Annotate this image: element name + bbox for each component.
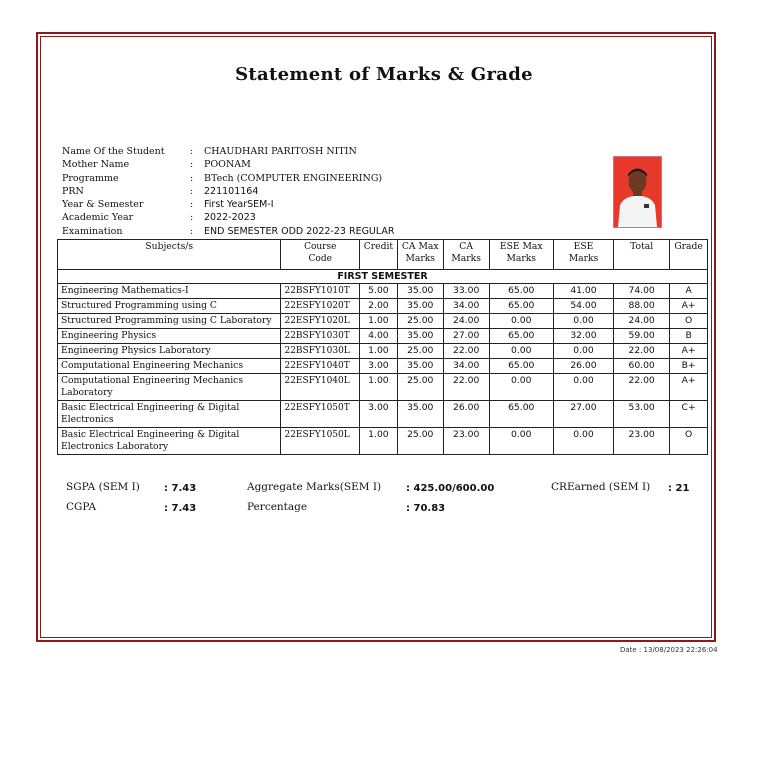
code-cell: 22BSFY1030T (281, 329, 360, 344)
credit-cell: 4.00 (360, 329, 398, 344)
grade-cell: O (670, 314, 708, 329)
header-code-l2: Code (308, 254, 332, 264)
total-cell: 53.00 (614, 401, 670, 428)
table-row (58, 299, 708, 314)
ese-cell: 0.00 (553, 314, 613, 329)
prn: 221101164 (204, 185, 259, 197)
ca-cell: 34.00 (443, 359, 489, 374)
grade-cell: B (670, 329, 708, 344)
info-colon: : (190, 212, 194, 224)
info-label: Academic Year (62, 212, 134, 224)
header-ca-max (397, 240, 443, 270)
subject-cell: Structured Programming using C Laboratory (58, 314, 281, 329)
header-ca-l2: Marks (451, 253, 481, 264)
percentage-label: Percentage (247, 501, 308, 513)
info-colon: : (190, 199, 194, 211)
header-ca (443, 240, 489, 270)
ese-max-cell: 0.00 (489, 344, 553, 359)
sgpa-label: SGPA (SEM I) (66, 481, 140, 493)
cgpa-value (164, 502, 196, 514)
academic-year: 2022-2023 (204, 212, 256, 224)
subject-cell: Basic Electrical Engineering & Digital Electronics (58, 401, 281, 428)
code-cell: 22BSFY1010T (281, 284, 360, 299)
page-title: Statement of Marks & Grade (235, 64, 533, 85)
cgpa-value-text: : 7.43 (164, 503, 197, 514)
code-cell: 22ESFY1020L (281, 314, 360, 329)
marks-table (57, 239, 708, 455)
header-credit-label: Credit (363, 241, 394, 252)
grade-cell: C+ (670, 401, 708, 428)
subject-cell: Computational Engineering Mechanics Laboratory (58, 374, 281, 401)
info-colon: : (190, 159, 194, 171)
ca-max-cell: 25.00 (397, 314, 443, 329)
sgpa-value (164, 482, 196, 494)
info-row-mother (62, 158, 482, 171)
info-colon: : (190, 146, 194, 157)
total-cell: 23.00 (614, 428, 670, 455)
info-label: PRN (62, 185, 84, 197)
total-cell: 60.00 (614, 359, 670, 374)
ese-cell: 0.00 (553, 374, 613, 401)
ca-max-cell: 35.00 (397, 359, 443, 374)
header-subject-label: Subjects/s (145, 241, 194, 252)
header-total (614, 240, 670, 270)
code-cell: 22ESFY1050L (281, 428, 360, 455)
header-credit (360, 240, 398, 270)
grade-cell: O (670, 428, 708, 455)
ca-cell: 33.00 (443, 284, 489, 299)
aggregate-label: Aggregate Marks(SEM I) (247, 481, 382, 493)
table-row (58, 374, 708, 401)
code-cell: 22ESFY1040T (281, 359, 360, 374)
header-code (281, 240, 360, 270)
ese-max-cell: 0.00 (489, 374, 553, 401)
ca-max-cell: 25.00 (397, 428, 443, 455)
ese-max-cell: 0.00 (489, 428, 553, 455)
header-ese-max-l1: ESE Max (499, 241, 543, 252)
info-colon: : (190, 172, 194, 184)
table-row (58, 428, 708, 455)
ca-cell: 26.00 (443, 401, 489, 428)
credit-cell: 1.00 (360, 344, 398, 359)
crearned-label: CREarned (SEM I) (551, 481, 651, 493)
code-cell: 22ESFY1050T (281, 401, 360, 428)
semester-row (58, 270, 708, 284)
ese-max-cell: 65.00 (489, 284, 553, 299)
grade-cell: A+ (670, 344, 708, 359)
ese-max-cell: 0.00 (489, 314, 553, 329)
header-grade (670, 240, 708, 270)
info-label: Programme (62, 172, 119, 184)
total-cell: 88.00 (614, 299, 670, 314)
ca-cell: 22.00 (443, 374, 489, 401)
header-ca-max-l1: CA Max (401, 241, 439, 252)
crearned-value (668, 482, 689, 494)
header-total-label: Total (630, 241, 654, 252)
ca-cell: 34.00 (443, 299, 489, 314)
info-label: Year & Semester (62, 199, 144, 211)
header-ese-l2: Marks (568, 253, 599, 264)
credit-cell: 1.00 (360, 374, 398, 401)
credit-cell: 1.00 (360, 428, 398, 455)
aggregate-value-text: : 425.00/600.00 (406, 483, 495, 494)
subject-cell: Computational Engineering Mechanics (58, 359, 281, 374)
credit-cell: 2.00 (360, 299, 398, 314)
percentage-value (406, 502, 445, 514)
date-stamp: Date : 13/08/2023 22:26:04 (620, 646, 718, 654)
subject-cell: Engineering Mathematics-I (58, 284, 281, 299)
header-grade-label: Grade (674, 241, 703, 252)
ca-cell: 27.00 (443, 329, 489, 344)
header-ese-max (489, 240, 553, 270)
info-row-prn (62, 185, 482, 198)
ese-max-cell: 65.00 (489, 299, 553, 314)
ese-max-cell: 65.00 (489, 329, 553, 344)
table-row (58, 314, 708, 329)
sgpa-value-text: : 7.43 (164, 483, 197, 494)
info-row-examination (62, 225, 482, 238)
ese-max-cell: 65.00 (489, 401, 553, 428)
percentage-value-text: : 70.83 (406, 503, 446, 514)
header-ese-max-l2: Marks (506, 253, 537, 264)
ca-max-cell: 35.00 (397, 401, 443, 428)
table-row (58, 401, 708, 428)
info-row-academic-year (62, 211, 482, 224)
table-row (58, 344, 708, 359)
info-colon: : (190, 185, 194, 197)
header-subject (58, 240, 281, 270)
total-cell: 74.00 (614, 284, 670, 299)
credit-cell: 3.00 (360, 359, 398, 374)
table-header-row (58, 240, 708, 270)
info-label: Examination (62, 225, 123, 237)
ca-cell: 23.00 (443, 428, 489, 455)
year-semester: First YearSEM-I (204, 199, 274, 211)
table-row (58, 284, 708, 299)
code-cell: 22ESFY1020T (281, 299, 360, 314)
info-row-name (62, 145, 482, 158)
grade-cell: B+ (670, 359, 708, 374)
info-row-year-semester (62, 198, 482, 211)
info-label: Name Of the Student (62, 146, 165, 157)
crearned-value-text: : 21 (668, 483, 690, 494)
total-cell: 22.00 (614, 344, 670, 359)
table-row (58, 359, 708, 374)
ese-cell: 0.00 (553, 428, 613, 455)
student-photo (613, 156, 662, 228)
credit-cell: 3.00 (360, 401, 398, 428)
credit-cell: 1.00 (360, 314, 398, 329)
student-info (62, 145, 482, 238)
info-colon: : (190, 225, 194, 237)
total-cell: 59.00 (614, 329, 670, 344)
subject-cell: Basic Electrical Engineering & Digital Electronics Laboratory (58, 428, 281, 455)
total-cell: 22.00 (614, 374, 670, 401)
ca-max-cell: 35.00 (397, 299, 443, 314)
grade-cell: A+ (670, 299, 708, 314)
ese-cell: 26.00 (553, 359, 613, 374)
ca-cell: 24.00 (443, 314, 489, 329)
subject-cell: Engineering Physics (58, 329, 281, 344)
programme: BTech (COMPUTER ENGINEERING) (204, 172, 383, 184)
ese-max-cell: 65.00 (489, 359, 553, 374)
subject-cell: Structured Programming using C (58, 299, 281, 314)
ca-max-cell: 25.00 (397, 344, 443, 359)
code-cell: 22BSFY1030L (281, 344, 360, 359)
mother-name: POONAM (204, 159, 251, 171)
ese-cell: 0.00 (553, 344, 613, 359)
header-ese (553, 240, 613, 270)
ca-max-cell: 35.00 (397, 284, 443, 299)
total-cell: 24.00 (614, 314, 670, 329)
examination: END SEMESTER ODD 2022-23 REGULAR (204, 225, 395, 237)
grade-cell: A+ (670, 374, 708, 401)
ca-max-cell: 35.00 (397, 329, 443, 344)
header-ca-l1: CA (459, 241, 473, 252)
semester-label: FIRST SEMESTER (58, 270, 708, 284)
header-ca-max-l2: Marks (405, 253, 436, 264)
ese-cell: 27.00 (553, 401, 613, 428)
aggregate-value (406, 482, 494, 494)
subject-cell: Engineering Physics Laboratory (58, 344, 281, 359)
table-row (58, 329, 708, 344)
ese-cell: 32.00 (553, 329, 613, 344)
header-code-l1: Course (304, 242, 337, 252)
code-cell: 22ESFY1040L (281, 374, 360, 401)
credit-cell: 5.00 (360, 284, 398, 299)
ca-max-cell: 25.00 (397, 374, 443, 401)
cgpa-label: CGPA (66, 501, 97, 513)
header-ese-l1: ESE (573, 241, 594, 252)
ese-cell: 41.00 (553, 284, 613, 299)
info-label: Mother Name (62, 159, 130, 171)
info-row-programme (62, 172, 482, 185)
grade-cell: A (670, 284, 708, 299)
student-name: CHAUDHARI PARITOSH NITIN (204, 146, 357, 157)
ese-cell: 54.00 (553, 299, 613, 314)
ca-cell: 22.00 (443, 344, 489, 359)
person-photo-icon (614, 157, 661, 227)
